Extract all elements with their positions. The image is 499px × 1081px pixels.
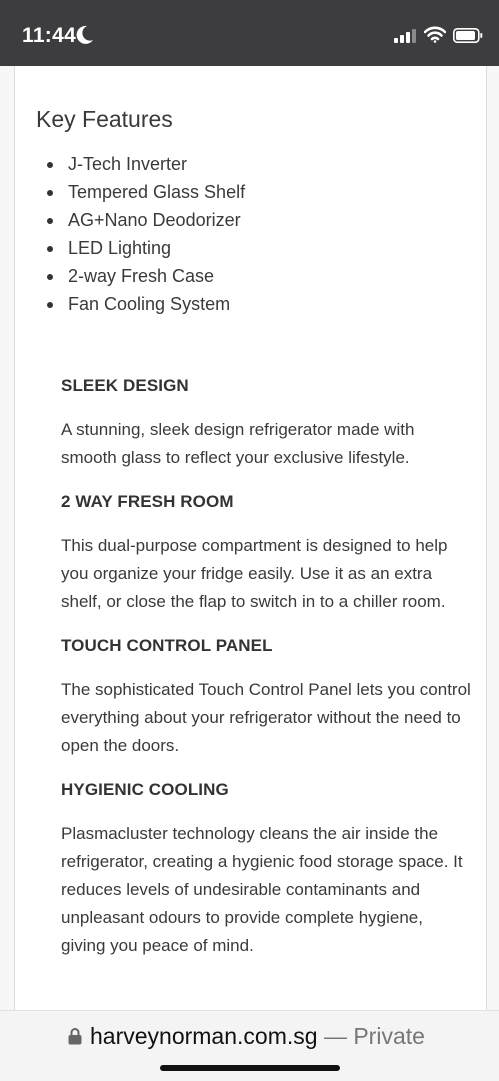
url-display[interactable]	[90, 1023, 425, 1050]
feature-descriptions	[61, 372, 471, 976]
feature-label: 2-way Fresh Case	[68, 266, 215, 286]
list-item	[37, 234, 245, 262]
section-body: A stunning, sleek design refrigerator made with smooth glass to reflect your exclusive lifestyle.	[61, 420, 415, 467]
feature-label: J-Tech Inverter	[68, 154, 188, 174]
bullet-icon	[47, 246, 53, 252]
feature-label: Fan Cooling System	[68, 294, 231, 314]
section-body: The sophisticated Touch Control Panel lets you control everything about your refrigerator without the need to open the doors.	[61, 680, 471, 755]
home-indicator[interactable]	[160, 1065, 340, 1071]
section-body: Plasmacluster technology cleans the air inside the refrigerator, creating a hygienic food storage space. It reduces levels of undesirable contaminants and unpleasant odours to provide complete hygiene, giving you peace of mind.	[61, 824, 463, 955]
url-domain[interactable]: harveynorman.com.sg	[90, 1023, 318, 1049]
status-time: 11:44	[22, 24, 77, 47]
section-title: HYGIENIC COOLING	[61, 780, 229, 799]
section-title: TOUCH CONTROL PANEL	[61, 636, 273, 655]
section-title: SLEEK DESIGN	[61, 376, 189, 395]
list-item	[37, 206, 245, 234]
wifi-icon	[424, 26, 446, 43]
bullet-icon	[47, 274, 53, 280]
bullet-icon	[47, 190, 53, 196]
lock-icon	[68, 1027, 82, 1045]
list-item	[37, 178, 245, 206]
bullet-icon	[47, 218, 53, 224]
list-item	[37, 290, 245, 318]
list-item	[37, 262, 245, 290]
moon-icon	[76, 25, 94, 45]
section-title: 2 WAY FRESH ROOM	[61, 492, 234, 511]
bullet-icon	[47, 162, 53, 168]
product-details-card	[14, 66, 487, 1010]
bullet-icon	[47, 302, 53, 308]
feature-label: LED Lighting	[68, 238, 172, 258]
signal-icon	[394, 29, 418, 43]
private-mode-label: — Private	[323, 1023, 425, 1049]
status-bar	[0, 0, 499, 66]
page-content	[0, 66, 499, 1010]
list-item	[37, 150, 245, 178]
section-body: This dual-purpose compartment is designed to help you organize your fridge easily. Use it as an extra shelf, or close the flap to switch in to a chiller room.	[61, 536, 448, 611]
key-features-list	[37, 150, 245, 318]
browser-address-bar[interactable]	[0, 1010, 499, 1081]
key-features-heading: Key Features	[36, 106, 173, 132]
feature-label: AG+Nano Deodorizer	[68, 210, 241, 230]
battery-icon	[453, 28, 483, 43]
feature-label: Tempered Glass Shelf	[68, 182, 246, 202]
